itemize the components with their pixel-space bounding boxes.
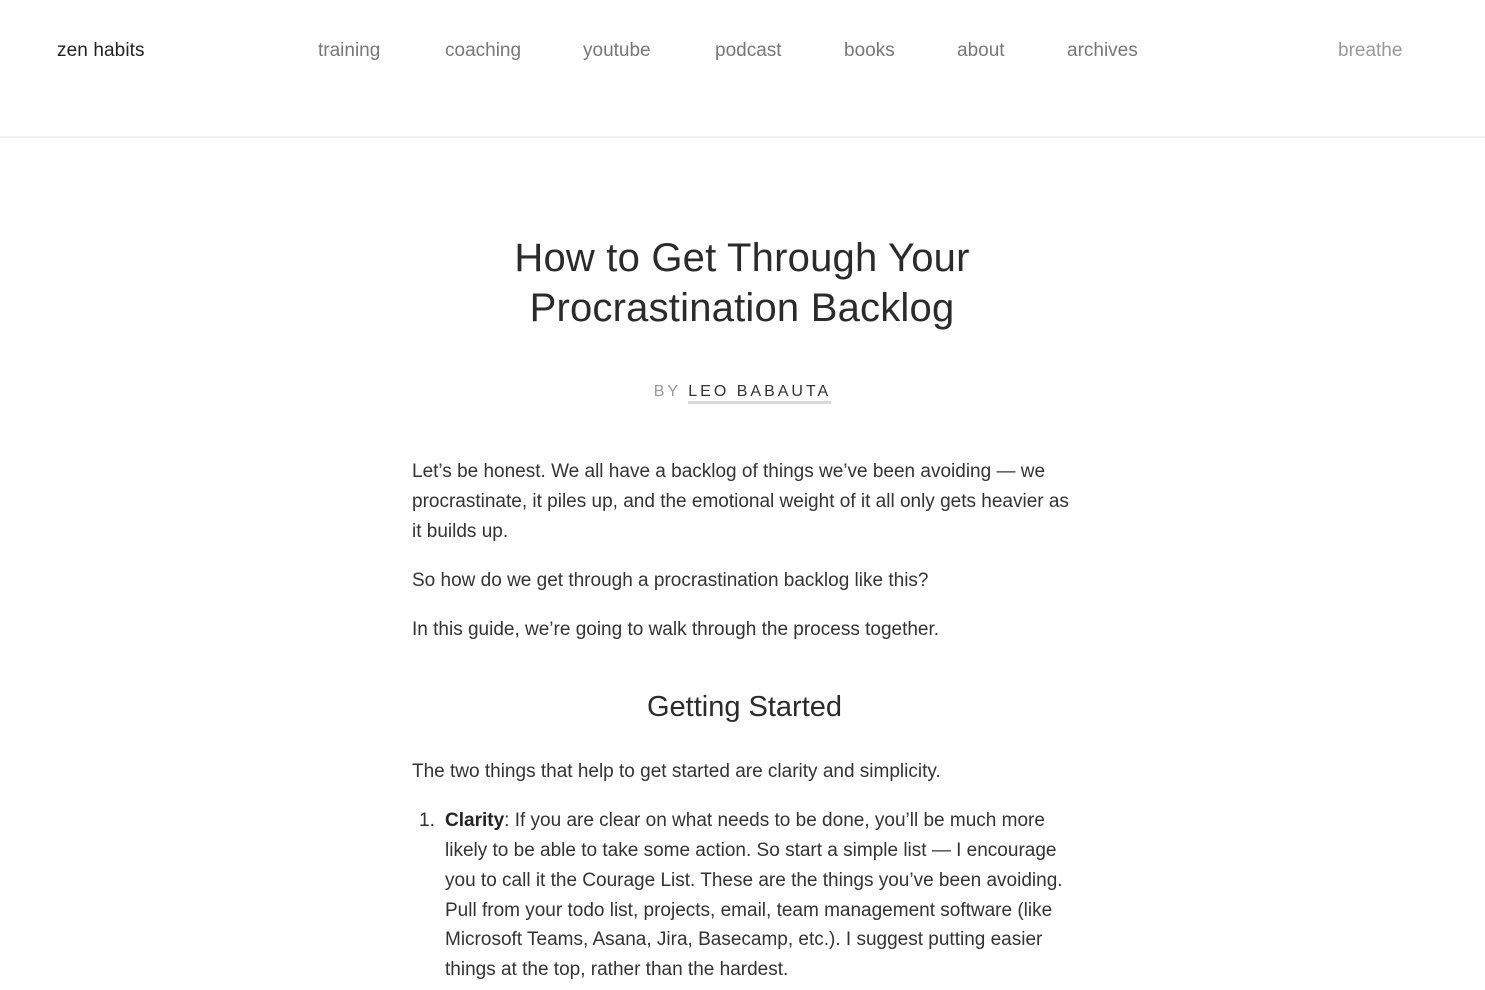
site-logo[interactable]: zen habits: [57, 40, 145, 61]
nav-youtube[interactable]: youtube: [583, 40, 651, 61]
section-intro: The two things that help to get started are clarity and simplicity.: [412, 760, 941, 782]
paragraph: So how do we get through a procrastination backlog like this?: [412, 569, 929, 591]
paragraph: In this guide, we’re going to walk through the process together.: [412, 619, 940, 641]
nav-books[interactable]: books: [844, 40, 895, 61]
list-number: 1.: [419, 810, 435, 832]
article-body: [412, 457, 1077, 985]
nav-about[interactable]: about: [957, 40, 1005, 61]
paragraph: Let’s be honest. We all have a backlog of things we’ve been avoiding — we procrastinate, it piles up, and the emotional weight of it all only gets heavier as it builds up.: [412, 461, 1069, 542]
byline: [0, 383, 1485, 401]
nav-training[interactable]: training: [318, 40, 381, 61]
section-heading: Getting Started: [646, 690, 843, 723]
article-title: How to Get Through Your Procrastination Backlog: [514, 236, 970, 330]
list-term: Clarity: [445, 810, 505, 832]
nav-coaching[interactable]: coaching: [445, 40, 522, 61]
site-header: [0, 0, 1485, 138]
author-link[interactable]: LEO BABAUTA: [688, 383, 831, 404]
numbered-list: [412, 806, 1077, 985]
list-item: [412, 806, 1077, 985]
list-text: : If you are clear on what needs to be done, you’ll be much more likely to be able to take some action. So start a simple list — I encourage you to call it the Courage List. These are the things you’ve been avoiding. Pull from your todo list, projects, email, team management software (like Microsoft Teams, Asana, Jira, Basecamp, etc.). I suggest putting easier things at the top, rather than the hardest.: [445, 810, 1063, 981]
byline-prefix: BY: [653, 383, 681, 400]
nav-breathe[interactable]: breathe: [1338, 40, 1403, 61]
nav-archives[interactable]: archives: [1067, 40, 1138, 61]
nav-podcast[interactable]: podcast: [715, 40, 782, 61]
